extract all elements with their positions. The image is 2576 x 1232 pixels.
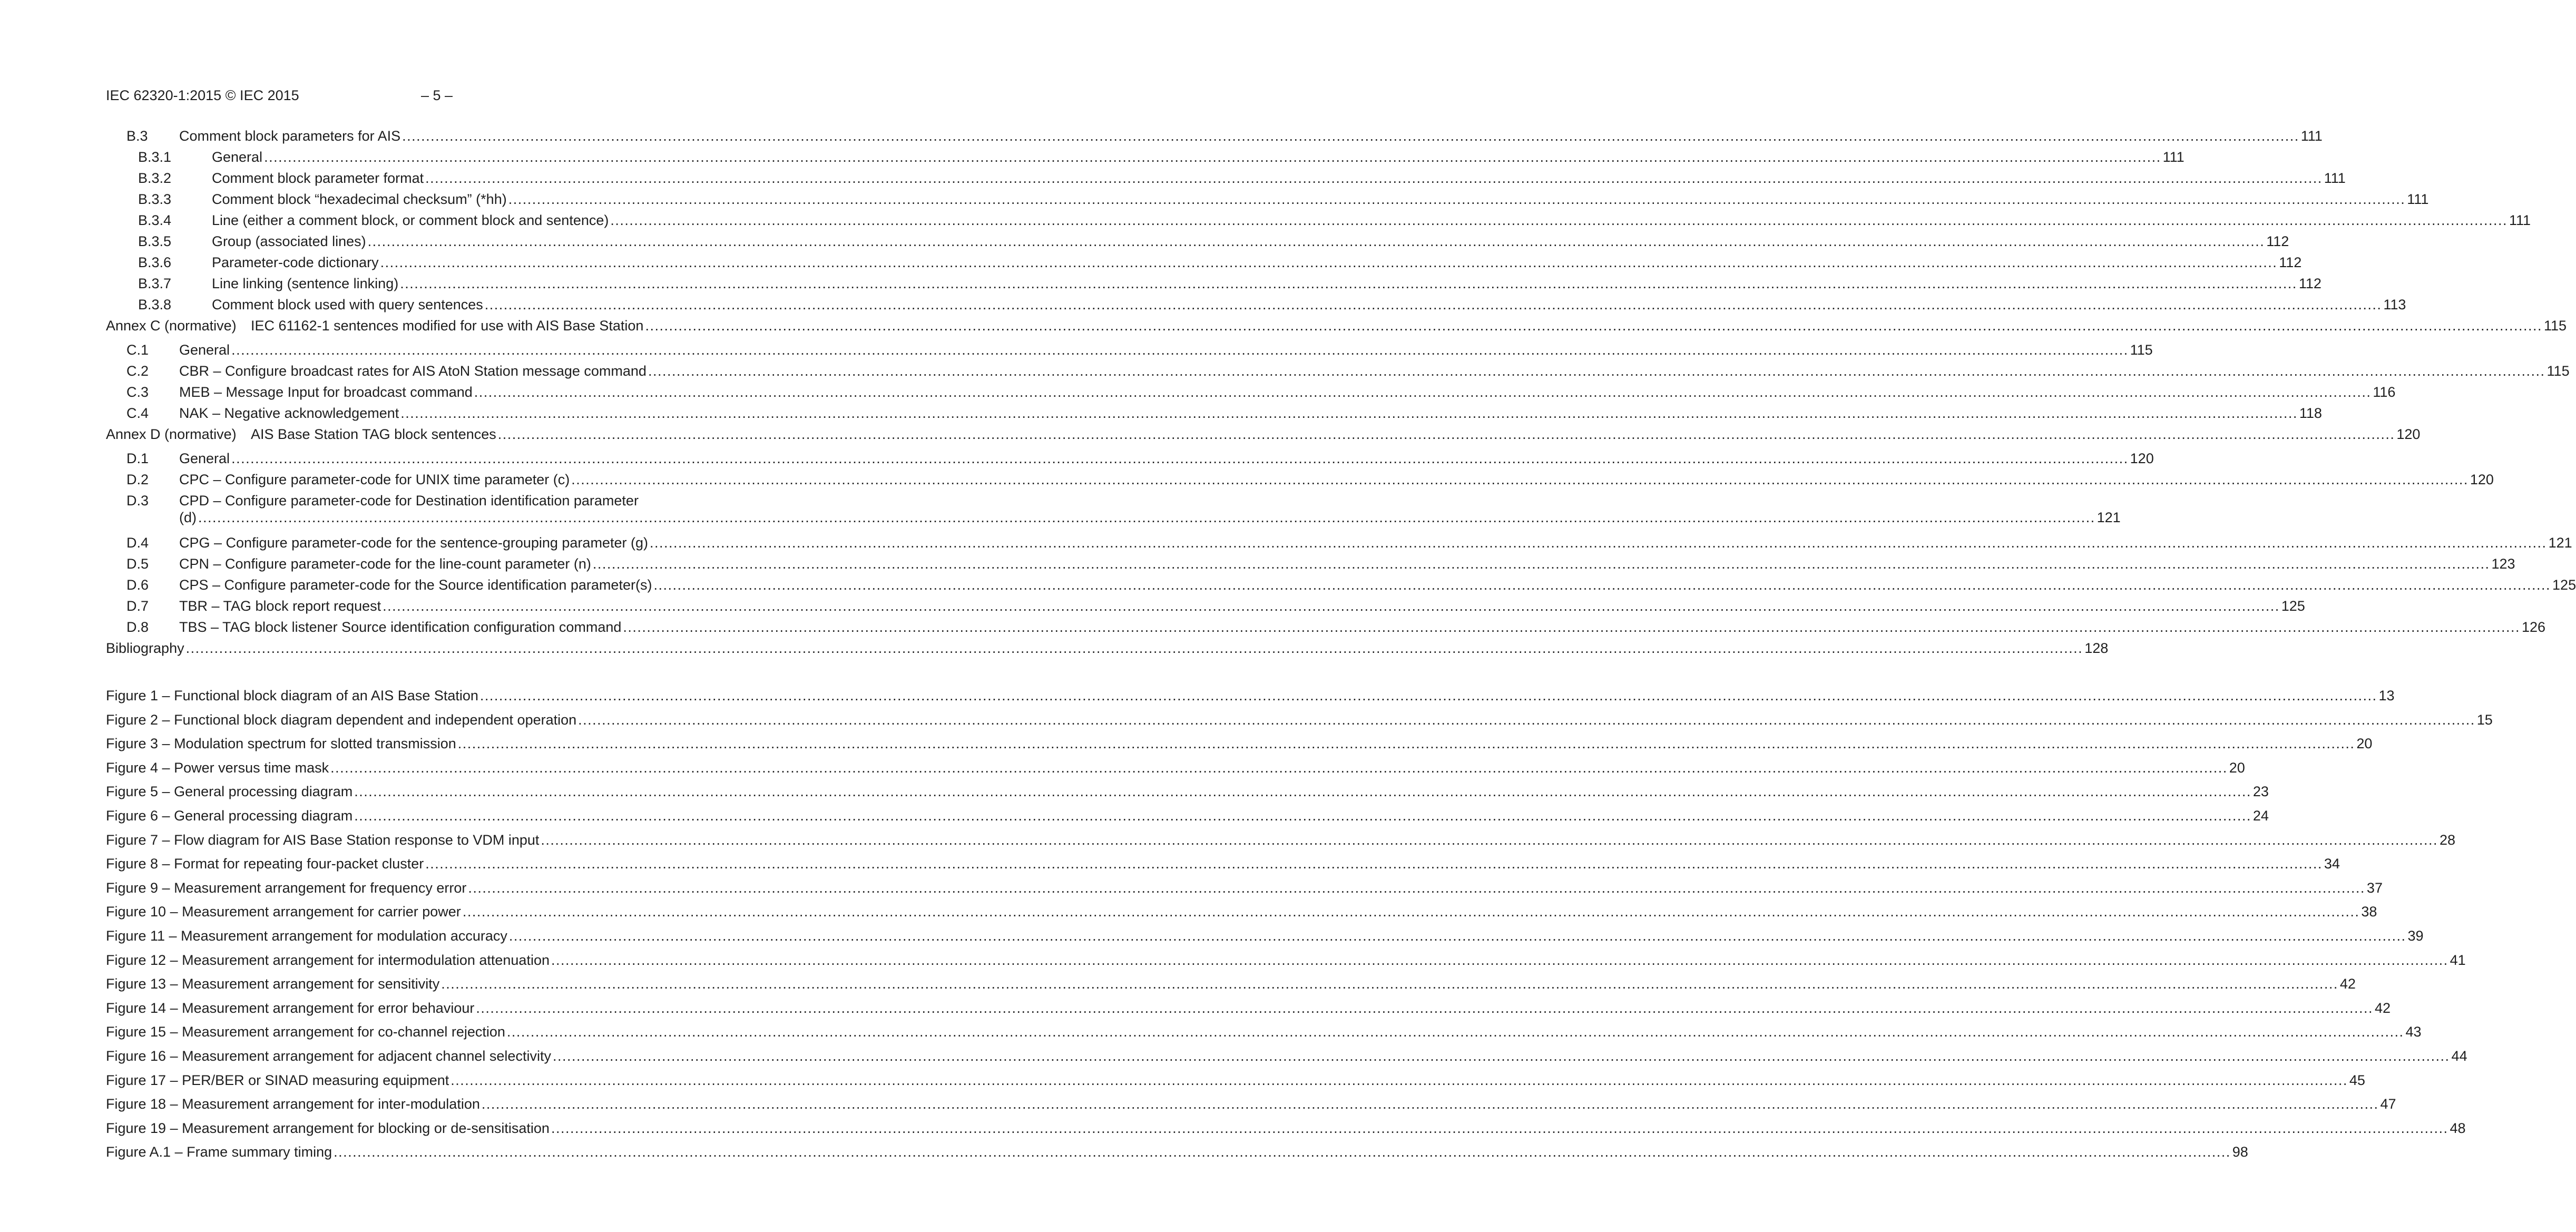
toc-number: B.3.7 [138, 276, 172, 291]
toc-title: TBS – TAG block listener Source identification configuration command [179, 619, 622, 635]
figure-title: Figure 4 – Power versus time mask [106, 760, 329, 776]
figure-page: 20 [2229, 760, 2245, 776]
toc-number: D.6 [126, 577, 149, 593]
toc-number: Annex C (normative) [106, 318, 237, 334]
dot-leader: ................................................................................................................................................................................................................................................................................................................................................................................................................ [354, 808, 2251, 824]
toc-entry[interactable] [126, 404, 2322, 422]
dot-leader: ................................................................................................................................................................................................................................................................................................................................................................................................................ [649, 535, 2547, 551]
toc-number: D.5 [126, 556, 149, 572]
toc-entry[interactable] [106, 639, 2109, 657]
dot-leader: ................................................................................................................................................................................................................................................................................................................................................................................................................ [645, 318, 2543, 334]
dot-leader: ................................................................................................................................................................................................................................................................................................................................................................................................................ [380, 255, 2278, 270]
toc-page: 115 [2546, 363, 2570, 379]
toc-page: 112 [2298, 276, 2322, 291]
standard-reference: IEC 62320-1:2015 © IEC 2015 [106, 87, 299, 103]
figure-entry[interactable] [106, 879, 2383, 897]
toc-number: C.4 [126, 405, 149, 421]
figure-page: 44 [2451, 1048, 2467, 1064]
figure-entry[interactable] [106, 711, 2493, 729]
dot-leader: ................................................................................................................................................................................................................................................................................................................................................................................................................ [425, 856, 2323, 872]
figure-title: Figure 11 – Measurement arrangement for modulation accuracy [106, 928, 507, 944]
figure-entry[interactable] [106, 759, 2245, 777]
toc-page: 118 [2299, 405, 2322, 421]
toc-entry[interactable] [106, 425, 2421, 443]
toc-number: D.2 [126, 472, 149, 487]
toc-title: TBR – TAG block report request [179, 598, 381, 614]
toc-number: C.3 [126, 384, 149, 400]
dot-leader: ................................................................................................................................................................................................................................................................................................................................................................................................................ [610, 212, 2508, 228]
figure-page: 34 [2324, 856, 2340, 872]
toc-title: MEB – Message Input for broadcast command [179, 384, 473, 400]
dot-leader: ................................................................................................................................................................................................................................................................................................................................................................................................................ [400, 276, 2297, 291]
figure-entry[interactable] [106, 1143, 2248, 1161]
toc-page: 111 [2162, 149, 2185, 165]
toc-entry[interactable] [126, 383, 2396, 401]
dot-leader: ................................................................................................................................................................................................................................................................................................................................................................................................................ [481, 1096, 2379, 1112]
dot-leader: ................................................................................................................................................................................................................................................................................................................................................................................................................ [402, 128, 2299, 144]
figure-title: Figure 13 – Measurement arrangement for sensitivity [106, 976, 440, 992]
dot-leader: ................................................................................................................................................................................................................................................................................................................................................................................................................ [185, 640, 2083, 656]
dot-leader: ................................................................................................................................................................................................................................................................................................................................................................................................................ [551, 1120, 2448, 1136]
toc-title: CPD – Configure parameter-code for Destination identification parameter [179, 493, 639, 509]
dot-leader: ................................................................................................................................................................................................................................................................................................................................................................................................................ [479, 688, 2377, 703]
dot-leader: ................................................................................................................................................................................................................................................................................................................................................................................................................ [508, 928, 2406, 944]
figure-entry[interactable] [106, 1023, 2422, 1041]
toc-page: 111 [2509, 212, 2531, 228]
dot-leader: ................................................................................................................................................................................................................................................................................................................................................................................................................ [508, 191, 2406, 207]
figure-entry[interactable] [106, 735, 2373, 752]
figure-entry[interactable] [106, 831, 2456, 849]
toc-number: B.3.4 [138, 212, 172, 228]
toc-entry[interactable] [126, 341, 2153, 359]
toc-entry[interactable] [126, 597, 2305, 615]
dot-leader: ................................................................................................................................................................................................................................................................................................................................................................................................................ [264, 149, 2161, 165]
toc-title: Comment block used with query sentences [212, 297, 483, 312]
figure-page: 98 [2232, 1144, 2248, 1160]
figure-page: 15 [2476, 712, 2493, 728]
toc-entry[interactable] [126, 576, 2576, 594]
toc-number: C.2 [126, 363, 149, 379]
toc-number: D.3 [126, 493, 149, 509]
toc-page: 120 [2470, 472, 2494, 487]
toc-title: CPG – Configure parameter-code for the sentence-grouping parameter (g) [179, 535, 648, 551]
dot-leader: ................................................................................................................................................................................................................................................................................................................................................................................................................ [441, 976, 2338, 992]
toc-title: Bibliography [106, 640, 184, 656]
dot-leader: ................................................................................................................................................................................................................................................................................................................................................................................................................ [497, 426, 2395, 442]
dot-leader: ................................................................................................................................................................................................................................................................................................................................................................................................................ [571, 472, 2469, 487]
toc-page: 113 [2383, 297, 2406, 312]
dot-leader: ................................................................................................................................................................................................................................................................................................................................................................................................................ [231, 342, 2129, 358]
toc-title: AIS Base Station TAG block sentences [251, 426, 496, 442]
figure-page: 43 [2405, 1024, 2422, 1040]
figure-title: Figure 8 – Format for repeating four-packet cluster [106, 856, 424, 872]
toc-entry[interactable] [138, 296, 2406, 314]
figure-entry[interactable] [106, 1071, 2365, 1089]
figure-entry[interactable] [106, 807, 2269, 825]
dot-leader: ................................................................................................................................................................................................................................................................................................................................................................................................................ [383, 598, 2280, 614]
figure-title: Figure 7 – Flow diagram for AIS Base Station response to VDM input [106, 832, 540, 848]
dot-leader: ................................................................................................................................................................................................................................................................................................................................................................................................................ [551, 952, 2448, 968]
page-number: – 5 – [421, 87, 453, 103]
toc-entry[interactable] [126, 618, 2546, 636]
figure-page: 42 [2374, 1000, 2391, 1016]
toc-entry[interactable] [126, 534, 2572, 552]
toc-page: 123 [2491, 556, 2515, 572]
figure-title: Figure 19 – Measurement arrangement for blocking or de-sensitisation [106, 1120, 550, 1136]
figure-page: 47 [2380, 1096, 2396, 1112]
toc-page: 112 [2266, 233, 2289, 249]
toc-page: 121 [2097, 510, 2121, 525]
figure-entry[interactable] [106, 903, 2377, 921]
toc-page: 116 [2373, 384, 2396, 400]
toc-title: Comment block parameters for AIS [179, 128, 401, 144]
figure-page: 13 [2378, 688, 2395, 703]
toc-page: 111 [2407, 191, 2429, 207]
toc-page: 120 [2130, 451, 2154, 466]
figure-entry[interactable] [106, 1095, 2396, 1113]
toc-title: General [212, 149, 263, 165]
toc-title: General [179, 342, 230, 358]
toc-title: General [179, 451, 230, 466]
figure-title: Figure 6 – General processing diagram [106, 808, 353, 824]
figure-title: Figure 12 – Measurement arrangement for intermodulation attenuation [106, 952, 550, 968]
toc-title: Comment block “hexadecimal checksum” (*hh) [212, 191, 507, 207]
figure-page: 28 [2440, 832, 2456, 848]
figure-page: 20 [2356, 736, 2373, 751]
toc-page: 115 [2130, 342, 2153, 358]
figure-entry[interactable] [106, 855, 2340, 873]
toc-title: CPN – Configure parameter-code for the line-count parameter (n) [179, 556, 591, 572]
dot-leader: ................................................................................................................................................................................................................................................................................................................................................................................................................ [541, 832, 2438, 848]
toc-page: 125 [2552, 577, 2576, 593]
toc-page: 126 [2522, 619, 2546, 635]
dot-leader: ................................................................................................................................................................................................................................................................................................................................................................................................................ [578, 712, 2475, 728]
dot-leader: ................................................................................................................................................................................................................................................................................................................................................................................................................ [354, 784, 2251, 799]
toc-number: B.3.8 [138, 297, 172, 312]
toc-number: D.7 [126, 598, 149, 614]
page-header [106, 87, 791, 106]
toc-title: NAK – Negative acknowledgement [179, 405, 399, 421]
toc-number: B.3.3 [138, 191, 172, 207]
toc-page: 120 [2396, 426, 2421, 442]
dot-leader: ................................................................................................................................................................................................................................................................................................................................................................................................................ [552, 1048, 2450, 1064]
dot-leader: ................................................................................................................................................................................................................................................................................................................................................................................................................ [474, 384, 2372, 400]
dot-leader: ................................................................................................................................................................................................................................................................................................................................................................................................................ [476, 1000, 2373, 1016]
toc-page: 125 [2281, 598, 2305, 614]
figure-page: 37 [2366, 880, 2383, 896]
toc-entry[interactable] [138, 232, 2289, 250]
toc-page: 111 [2300, 128, 2323, 144]
toc-title: Comment block parameter format [212, 170, 424, 186]
figure-page: 39 [2407, 928, 2424, 944]
toc-number: D.1 [126, 451, 149, 466]
toc-entry[interactable] [138, 148, 2185, 166]
toc-number: D.8 [126, 619, 149, 635]
toc-title: CBR – Configure broadcast rates for AIS AtoN Station message command [179, 363, 647, 379]
toc-entry[interactable] [138, 275, 2322, 292]
figure-title: Figure 15 – Measurement arrangement for co-channel rejection [106, 1024, 505, 1040]
dot-leader: ................................................................................................................................................................................................................................................................................................................................................................................................................ [648, 363, 2545, 379]
toc-title: CPS – Configure parameter-code for the Source identification parameter(s) [179, 577, 652, 593]
figure-title: Figure 9 – Measurement arrangement for frequency error [106, 880, 467, 896]
dot-leader: ................................................................................................................................................................................................................................................................................................................................................................................................................ [623, 619, 2521, 635]
toc-entry[interactable] [126, 555, 2515, 573]
toc-number: B.3.6 [138, 255, 172, 270]
figure-title: Figure 5 – General processing diagram [106, 784, 353, 799]
dot-leader: ................................................................................................................................................................................................................................................................................................................................................................................................................ [330, 760, 2228, 776]
figure-title: Figure 18 – Measurement arrangement for inter-modulation [106, 1096, 480, 1112]
toc-entry[interactable] [138, 253, 2302, 271]
toc-page: 111 [2324, 170, 2346, 186]
toc-entry[interactable] [138, 169, 2346, 187]
figure-page: 38 [2361, 904, 2377, 920]
figure-entry[interactable] [106, 783, 2269, 800]
figure-page: 24 [2252, 808, 2269, 824]
toc-number: C.1 [126, 342, 149, 358]
dot-leader: ................................................................................................................................................................................................................................................................................................................................................................................................................ [450, 1072, 2348, 1088]
toc-entry[interactable] [106, 317, 2567, 335]
figure-title: Figure 14 – Measurement arrangement for error behaviour [106, 1000, 475, 1016]
figure-title: Figure 1 – Functional block diagram of an AIS Base Station [106, 688, 478, 703]
toc-title: (d) [179, 510, 197, 525]
toc-number: B.3.1 [138, 149, 172, 165]
dot-leader: ................................................................................................................................................................................................................................................................................................................................................................................................................ [484, 297, 2382, 312]
figure-page: 23 [2252, 784, 2269, 799]
figure-title: Figure 2 – Functional block diagram dependent and independent operation [106, 712, 577, 728]
figure-title: Figure 3 – Modulation spectrum for slotted transmission [106, 736, 456, 751]
figure-entry[interactable] [106, 975, 2356, 993]
dot-leader: ................................................................................................................................................................................................................................................................................................................................................................................................................ [198, 510, 2095, 525]
dot-leader: ................................................................................................................................................................................................................................................................................................................................................................................................................ [457, 736, 2355, 751]
toc-page: 121 [2548, 535, 2572, 551]
toc-entry[interactable] [138, 211, 2531, 229]
figure-page: 45 [2349, 1072, 2365, 1088]
figure-title: Figure 17 – PER/BER or SINAD measuring equipment [106, 1072, 449, 1088]
figure-title: Figure 10 – Measurement arrangement for carrier power [106, 904, 461, 920]
figure-entry[interactable] [106, 951, 2466, 969]
dot-leader: ................................................................................................................................................................................................................................................................................................................................................................................................................ [468, 880, 2365, 896]
dot-leader: ................................................................................................................................................................................................................................................................................................................................................................................................................ [506, 1024, 2404, 1040]
dot-leader: ................................................................................................................................................................................................................................................................................................................................................................................................................ [592, 556, 2490, 572]
toc-title: Parameter-code dictionary [212, 255, 379, 270]
figure-page: 48 [2450, 1120, 2466, 1136]
toc-entry[interactable] [138, 190, 2429, 208]
toc-page: 128 [2084, 640, 2109, 656]
figure-entry[interactable] [106, 927, 2424, 945]
toc-number: B.3.2 [138, 170, 172, 186]
toc-page: 115 [2544, 318, 2567, 334]
toc-entry[interactable] [179, 509, 2121, 526]
figure-title: Figure A.1 – Frame summary timing [106, 1144, 332, 1160]
toc-entry[interactable] [126, 449, 2154, 467]
dot-leader: ................................................................................................................................................................................................................................................................................................................................................................................................................ [400, 405, 2298, 421]
toc-number: B.3 [126, 128, 148, 144]
dot-leader: ................................................................................................................................................................................................................................................................................................................................................................................................................ [231, 451, 2129, 466]
figure-entry[interactable] [106, 687, 2395, 705]
dot-leader: ................................................................................................................................................................................................................................................................................................................................................................................................................ [462, 904, 2360, 920]
dot-leader: ................................................................................................................................................................................................................................................................................................................................................................................................................ [653, 577, 2551, 593]
toc-number: B.3.5 [138, 233, 172, 249]
figure-page: 42 [2339, 976, 2356, 992]
figure-entry[interactable] [106, 1047, 2467, 1065]
toc-title: CPC – Configure parameter-code for UNIX time parameter (c) [179, 472, 570, 487]
dot-leader: ................................................................................................................................................................................................................................................................................................................................................................................................................ [425, 170, 2323, 186]
figure-page: 41 [2450, 952, 2466, 968]
toc-entry[interactable] [126, 127, 2323, 145]
toc-title: Group (associated lines) [212, 233, 366, 249]
toc-number: Annex D (normative) [106, 426, 237, 442]
toc-page: 112 [2279, 255, 2302, 270]
figure-title: Figure 16 – Measurement arrangement for adjacent channel selectivity [106, 1048, 551, 1064]
dot-leader: ................................................................................................................................................................................................................................................................................................................................................................................................................ [367, 233, 2265, 249]
toc-number: D.4 [126, 535, 149, 551]
toc-title: Line linking (sentence linking) [212, 276, 399, 291]
figure-entry[interactable] [106, 999, 2391, 1017]
toc-title: Line (either a comment block, or comment block and sentence) [212, 212, 609, 228]
toc-entry[interactable] [126, 362, 2570, 380]
toc-entry[interactable] [126, 471, 2494, 488]
figure-entry[interactable] [106, 1119, 2466, 1137]
dot-leader: ................................................................................................................................................................................................................................................................................................................................................................................................................ [334, 1144, 2231, 1160]
toc-title: IEC 61162-1 sentences modified for use with AIS Base Station [251, 318, 644, 334]
